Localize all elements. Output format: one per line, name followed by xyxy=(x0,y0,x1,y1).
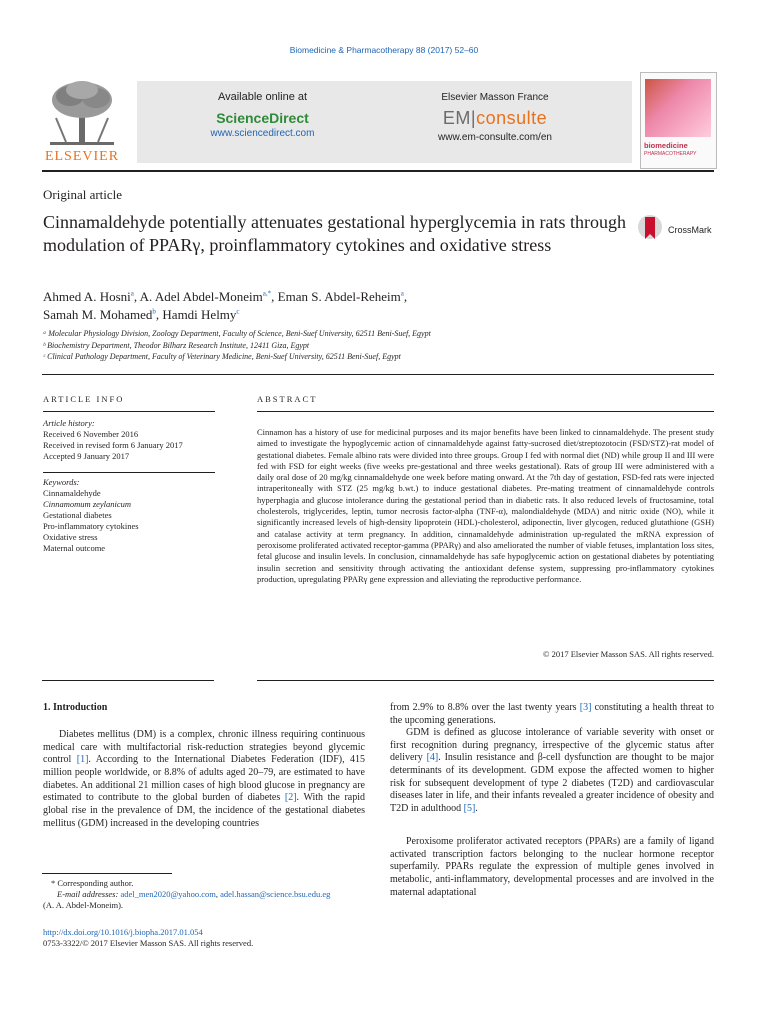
text-run: GDM is defined as glucose intolerance of variable severity with onset or first recognition during pregnancy, irrespective of the glycemic status after delivery xyxy=(390,727,714,764)
email-link[interactable]: adel_men2020@yahoo.com xyxy=(120,889,216,899)
abstract-copyright: © 2017 Elsevier Masson SAS. All rights reserved. xyxy=(542,649,714,659)
history-item: Received in revised form 6 January 2017 xyxy=(43,440,183,450)
affiliation-item: ᵇ Biochemistry Department, Theodor Bilharz Research Institute, 12411 Giza, Egypt xyxy=(43,340,310,350)
sciencedirect-logo: ScienceDirect xyxy=(216,110,309,126)
abstract-text: Cinnamon has a history of use for medicinal purposes and its major benefits have been linked to cinnamaldehyde. The present study aimed to investigate the hypoglycemic action of cinnamaldehyde against fatty-sucrosed diet/streptozotocin (FSD/STZ)-rat model of gestational diabetes. Female albino rats were divided into three groups. Group I fed with normal diet (ND) while group II and III were fed with FSD for eight weeks (five weeks pre-gestational and three weeks gestational). Rats of group III were administered with a daily oral dose of 20 mg/kg cinnamaldehyde one week before mating onward. At the 7th day of gestation, FSD-fed rats were injected intraperitoneally with STZ (25 mg/kg b.wt.) to induce gestational diabetes. Pre-mating treatment of cinnamaldehyde controls hyperphagia and glucose intolerance during the gestational period than in diabetic rats. It also reduced levels of fructosamine, total cholesterols, triglycerides, leptin, tumor necrosis factor-alpha (TNF-α), malondialdehyde (MDA) and nitric oxide (NO), while it significantly increased levels of high-density lipoprotein (HDL)-cholesterol, adiponectin, liver glycogen, reduced glutathione (GSH) and catalase activity at term pregnancy. In addition, cinnamaldehyde administration up-regulated the mRNA expression of peroxisome proliferated activated receptor-gamma (PPARγ) and also ameliorated the number of viable fetuses, implantation loss sites, fetal glucose and insulin levels. In conclusion, cinnamaldehyde has safe hypoglycemic action on gestational diabetes by potentiating insulin secretion and sensitivity through activating the antioxidant defense system, suppressing pro-inflammatory cytokines production, upregulating PPARγ gene expression and alleviating the reproductive performance. xyxy=(257,427,714,584)
author-name: Ahmed A. Hosni xyxy=(43,289,131,304)
issn-copyright: 0753-3322/© 2017 Elsevier Masson SAS. All rights reserved. xyxy=(43,938,254,948)
email-owner: (A. A. Abdel-Moneim). xyxy=(43,900,124,910)
author-separator: , xyxy=(133,289,140,304)
author-affil-sup[interactable]: a xyxy=(400,289,404,298)
text-run: . xyxy=(475,802,478,814)
keyword-item: Maternal outcome xyxy=(43,543,106,553)
author-affil-sup[interactable]: a xyxy=(130,289,134,298)
intro-paragraph-3: Peroxisome proliferator activated receptors (PPARs) are a family of ligand activated transcription factors belonging to the nuclear hormone receptor superfamily. PPARs regulate the expression of multiple genes involved in metabolic, anti-inflammatory, developmental processes and are involved in the maternal adaptational xyxy=(390,836,714,898)
masson-label: Elsevier Masson France xyxy=(441,92,549,103)
keywords xyxy=(43,477,223,554)
article-type: Original article xyxy=(43,187,123,202)
elsevier-logo xyxy=(42,78,122,166)
article-info-rule xyxy=(43,411,215,412)
email-link[interactable]: adel.hassan@science.bsu.edu.eg xyxy=(220,889,331,899)
cover-image xyxy=(645,79,711,137)
crossmark-label[interactable]: CrossMark xyxy=(668,225,712,235)
author-line-2 xyxy=(43,306,643,324)
keywords-rule xyxy=(43,472,215,473)
citation-link[interactable]: [2] xyxy=(284,792,297,804)
sciencedirect-url-link[interactable]: www.sciencedirect.com xyxy=(210,128,315,139)
email-label: E-mail addresses: xyxy=(57,889,119,899)
em-logo-part: EM xyxy=(442,108,471,128)
author-name: Eman S. Abdel-Reheim xyxy=(277,289,401,304)
em-consulte-url[interactable]: www.em-consulte.com/en xyxy=(438,132,552,143)
cover-title-line1: biomedicine xyxy=(644,141,688,150)
doi-link[interactable]: http://dx.doi.org/10.1016/j.biopha.2017.01.054 xyxy=(43,927,203,937)
affiliation-item: ᶜ Clinical Pathology Department, Faculty of Veterinary Medicine, Beni-Suef University, 62511 Beni-Suef, Egypt xyxy=(43,352,401,361)
elsevier-tree-icon xyxy=(42,78,122,148)
citation-link[interactable]: [3] xyxy=(579,702,592,713)
text-run: constituting a health threat to the upcoming generations. xyxy=(390,702,714,726)
author-name: Hamdi Helmy xyxy=(162,307,237,322)
affiliations-rule xyxy=(42,374,714,375)
citation-link[interactable]: [4] xyxy=(426,752,439,764)
elsevier-wordmark: ELSEVIER xyxy=(44,149,120,164)
author-separator: , xyxy=(155,307,163,322)
journal-cover-thumbnail[interactable] xyxy=(640,72,717,169)
author-line-1 xyxy=(43,288,643,306)
intro-paragraph-1 xyxy=(43,729,365,830)
introduction-heading: 1. Introduction xyxy=(43,702,108,713)
corresponding-author-note: * Corresponding author. xyxy=(51,878,134,888)
citation-link[interactable]: [1] xyxy=(76,754,89,766)
text-run: . Insulin resistance and β-cell dysfunction are thought to be major determinants of its development. GDM expose the affected women to higher risk for subsequent development of type 2 diabetes (T2D) and cardiovascular diseases later in life, and their infants revealed a greater incidence of obesity and T2D in adulthood xyxy=(390,752,715,814)
keyword-item: Oxidative stress xyxy=(43,532,98,542)
author-separator: , xyxy=(271,289,278,304)
consulte-logo-part: consulte xyxy=(476,108,548,128)
text-run: from 2.9% to 8.8% over the last twenty years xyxy=(390,702,580,713)
cover-title-line2: PHARMACOTHERAPY xyxy=(644,151,697,157)
history-item: Received 6 November 2016 xyxy=(43,429,139,439)
affiliations xyxy=(43,328,643,363)
author-name: Samah M. Mohamed xyxy=(43,307,153,322)
author-affil-sup[interactable]: c xyxy=(236,307,240,316)
history-item: Accepted 9 January 2017 xyxy=(43,451,130,461)
footnote-rule xyxy=(42,873,172,874)
text-run: . With the rapid global rise in the prevalence of DM, the incidence of the gestational diabetes mellitus (GDM) increased in the developing countries xyxy=(43,792,365,829)
keyword-item: Cinnamomum zeylanicum xyxy=(43,499,132,509)
affiliation-item: ᵃ Molecular Physiology Division, Zoology Department, Faculty of Science, Beni-Suef University, 62511 Beni-Suef, Egypt xyxy=(43,329,431,338)
journal-reference-link[interactable]: Biomedicine & Pharmacotherapy 88 (2017) 52–60 xyxy=(289,45,479,55)
em-consulte-logo: EM|consulte xyxy=(442,108,548,128)
intro-paragraph-2 xyxy=(390,727,714,816)
abstract-rule xyxy=(257,411,714,412)
keyword-item: Pro-inflammatory cytokines xyxy=(43,521,139,531)
text-run: Diabetes mellitus (DM) is a complex, chronic illness requiring continuous medical care with multifactorial risk-reduction strategies beyond glycemic control xyxy=(43,729,365,766)
abstract-bottom-rule xyxy=(257,680,714,681)
article-history xyxy=(43,418,223,462)
author-separator: , xyxy=(403,289,408,304)
header-rule xyxy=(42,170,714,172)
text-run: . According to the International Diabetes Federation (IDF), 415 million people worldwide, or 8.8% of adults aged 20–79, are estimated to have diabetes. An additional 21 million cases of high blood glucose in pregnancy are estimated to contribute to the global burden of diabetes xyxy=(43,754,366,804)
email-line xyxy=(43,889,373,900)
article-info-heading: ARTICLE INFO xyxy=(43,394,125,404)
keyword-item: Cinnamaldehyde xyxy=(43,488,101,498)
citation-link[interactable]: [5] xyxy=(463,802,476,814)
keyword-item: Gestational diabetes xyxy=(43,510,112,520)
abstract-heading: ABSTRACT xyxy=(257,394,318,404)
email-separator: , xyxy=(215,889,221,899)
available-online-label: Available online at xyxy=(217,91,308,103)
history-label: Article history: xyxy=(43,418,95,428)
crossmark-icon[interactable] xyxy=(637,213,663,243)
footnote xyxy=(43,878,373,911)
sciencedirect-block xyxy=(195,91,330,139)
author-list xyxy=(43,288,643,324)
intro-paragraph-1-continued xyxy=(390,702,714,727)
author-affil-sup[interactable]: a,* xyxy=(262,289,272,298)
em-consulte-block xyxy=(420,92,570,143)
article-title: Cinnamaldehyde potentially attenuates gestational hyperglycemia in rats through modulation of PPARγ, proinflammatory cytokines and oxidative stress xyxy=(43,212,627,255)
author-affil-sup[interactable]: b xyxy=(152,307,156,316)
author-name: A. Adel Abdel-Moneim xyxy=(139,289,263,304)
info-bottom-rule xyxy=(42,680,214,681)
keywords-label: Keywords: xyxy=(43,477,80,487)
